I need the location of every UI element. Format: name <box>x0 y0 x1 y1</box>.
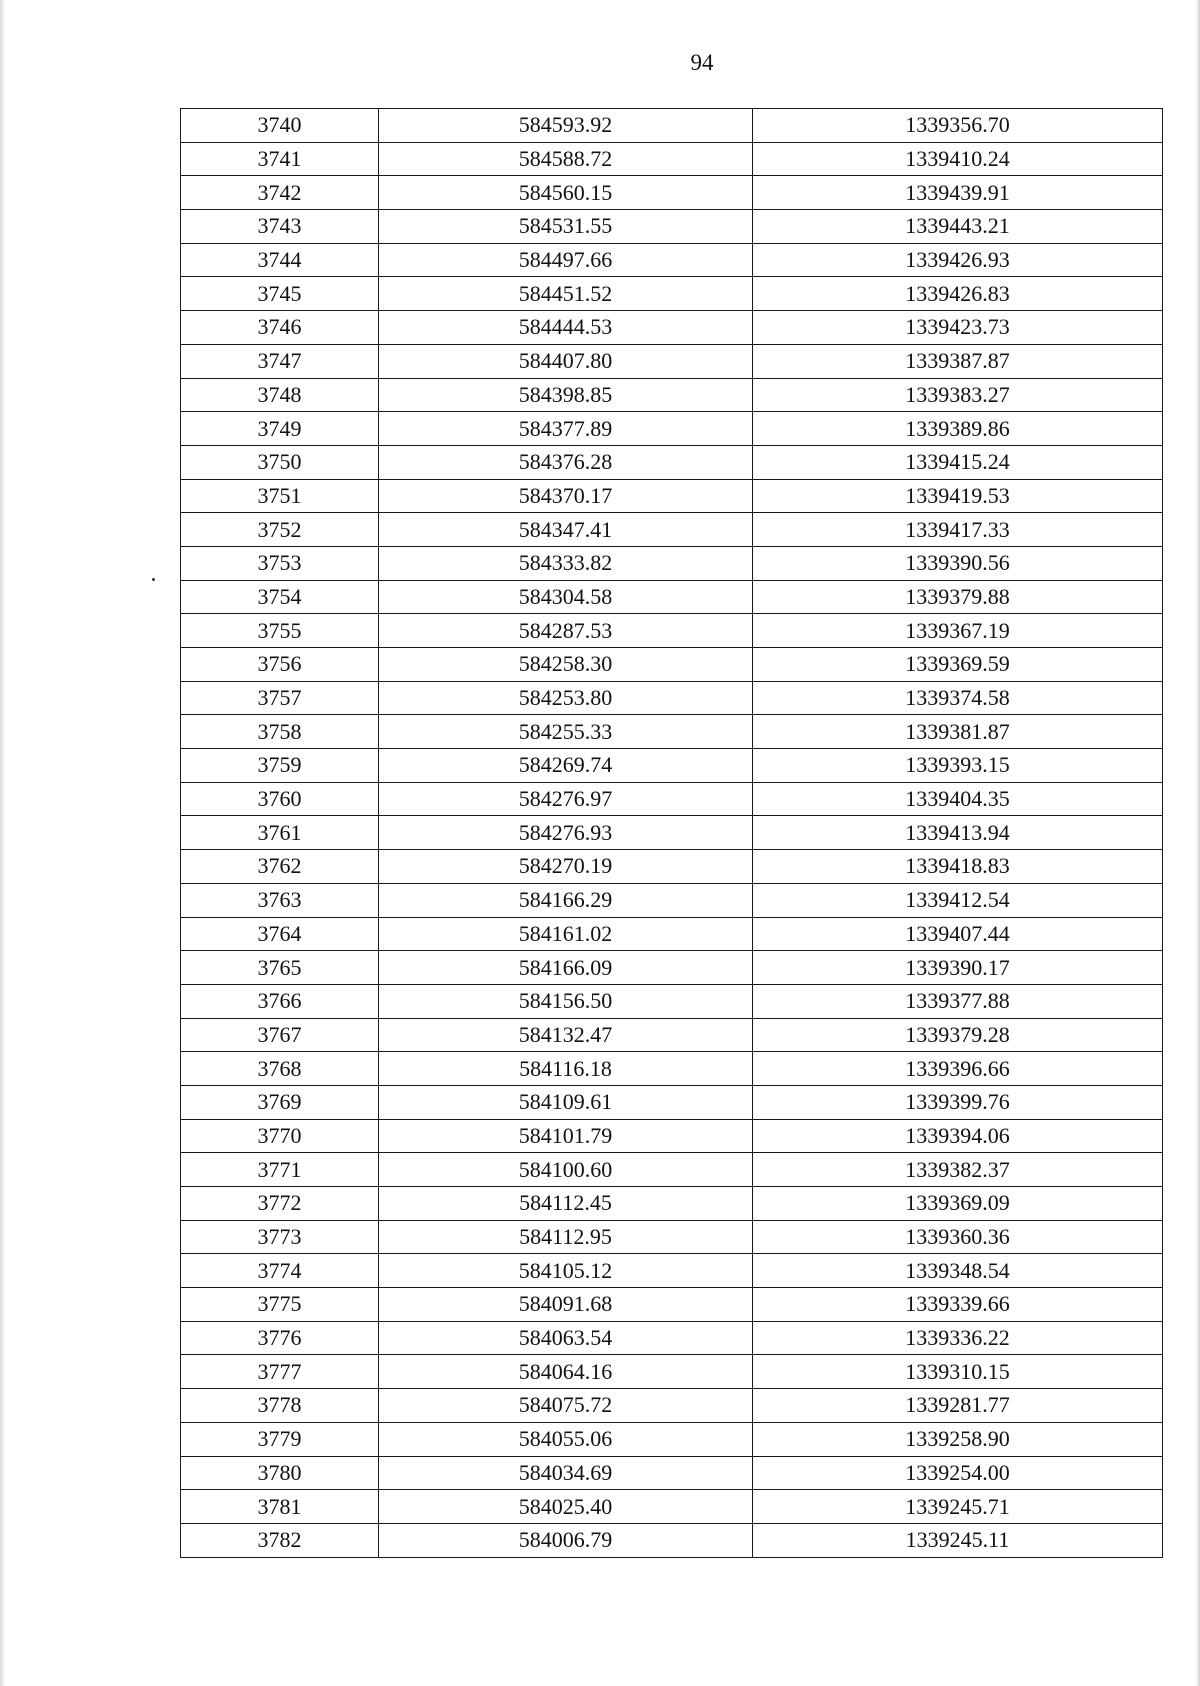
table-row <box>181 614 1163 648</box>
table-row <box>181 1355 1163 1389</box>
point-number-cell: 3758 <box>181 715 379 749</box>
point-number-cell: 3756 <box>181 648 379 682</box>
y-coordinate-cell: 1339381.87 <box>753 715 1163 749</box>
table-row <box>181 1085 1163 1119</box>
x-coordinate-cell: 584270.19 <box>379 850 753 884</box>
x-coordinate-cell: 584034.69 <box>379 1456 753 1490</box>
x-coordinate-cell: 584091.68 <box>379 1288 753 1322</box>
coordinates-table-body <box>181 109 1163 1558</box>
table-row <box>181 715 1163 749</box>
x-coordinate-cell: 584407.80 <box>379 344 753 378</box>
point-number-cell: 3764 <box>181 917 379 951</box>
x-coordinate-cell: 584112.95 <box>379 1220 753 1254</box>
table-row <box>181 311 1163 345</box>
x-coordinate-cell: 584161.02 <box>379 917 753 951</box>
point-number-cell: 3752 <box>181 513 379 547</box>
y-coordinate-cell: 1339443.21 <box>753 210 1163 244</box>
table-row <box>181 546 1163 580</box>
x-coordinate-cell: 584132.47 <box>379 1018 753 1052</box>
y-coordinate-cell: 1339367.19 <box>753 614 1163 648</box>
y-coordinate-cell: 1339426.83 <box>753 277 1163 311</box>
table-row <box>181 917 1163 951</box>
table-row <box>181 883 1163 917</box>
x-coordinate-cell: 584276.97 <box>379 782 753 816</box>
x-coordinate-cell: 584109.61 <box>379 1085 753 1119</box>
coordinates-table <box>180 108 1163 1558</box>
x-coordinate-cell: 584006.79 <box>379 1523 753 1557</box>
table-row <box>181 210 1163 244</box>
point-number-cell: 3742 <box>181 176 379 210</box>
y-coordinate-cell: 1339356.70 <box>753 109 1163 143</box>
point-number-cell: 3779 <box>181 1422 379 1456</box>
y-coordinate-cell: 1339390.56 <box>753 546 1163 580</box>
y-coordinate-cell: 1339423.73 <box>753 311 1163 345</box>
table-row <box>181 142 1163 176</box>
x-coordinate-cell: 584531.55 <box>379 210 753 244</box>
x-coordinate-cell: 584075.72 <box>379 1389 753 1423</box>
point-number-cell: 3777 <box>181 1355 379 1389</box>
x-coordinate-cell: 584063.54 <box>379 1321 753 1355</box>
table-row <box>181 1052 1163 1086</box>
point-number-cell: 3759 <box>181 749 379 783</box>
scan-left-edge <box>0 0 6 1686</box>
point-number-cell: 3743 <box>181 210 379 244</box>
x-coordinate-cell: 584444.53 <box>379 311 753 345</box>
x-coordinate-cell: 584560.15 <box>379 176 753 210</box>
x-coordinate-cell: 584497.66 <box>379 243 753 277</box>
y-coordinate-cell: 1339382.37 <box>753 1153 1163 1187</box>
y-coordinate-cell: 1339412.54 <box>753 883 1163 917</box>
table-row <box>181 243 1163 277</box>
y-coordinate-cell: 1339439.91 <box>753 176 1163 210</box>
table-row <box>181 344 1163 378</box>
x-coordinate-cell: 584347.41 <box>379 513 753 547</box>
table-row <box>181 1220 1163 1254</box>
table-row <box>181 412 1163 446</box>
table-row <box>181 681 1163 715</box>
table-row <box>181 1523 1163 1557</box>
point-number-cell: 3775 <box>181 1288 379 1322</box>
y-coordinate-cell: 1339394.06 <box>753 1119 1163 1153</box>
point-number-cell: 3766 <box>181 984 379 1018</box>
table-row <box>181 782 1163 816</box>
point-number-cell: 3778 <box>181 1389 379 1423</box>
table-row <box>181 109 1163 143</box>
point-number-cell: 3761 <box>181 816 379 850</box>
point-number-cell: 3772 <box>181 1187 379 1221</box>
point-number-cell: 3749 <box>181 412 379 446</box>
y-coordinate-cell: 1339379.88 <box>753 580 1163 614</box>
table-row <box>181 984 1163 1018</box>
y-coordinate-cell: 1339410.24 <box>753 142 1163 176</box>
x-coordinate-cell: 584064.16 <box>379 1355 753 1389</box>
point-number-cell: 3771 <box>181 1153 379 1187</box>
y-coordinate-cell: 1339374.58 <box>753 681 1163 715</box>
table-row <box>181 445 1163 479</box>
point-number-cell: 3767 <box>181 1018 379 1052</box>
y-coordinate-cell: 1339399.76 <box>753 1085 1163 1119</box>
y-coordinate-cell: 1339348.54 <box>753 1254 1163 1288</box>
point-number-cell: 3748 <box>181 378 379 412</box>
y-coordinate-cell: 1339245.11 <box>753 1523 1163 1557</box>
x-coordinate-cell: 584377.89 <box>379 412 753 446</box>
point-number-cell: 3770 <box>181 1119 379 1153</box>
y-coordinate-cell: 1339407.44 <box>753 917 1163 951</box>
point-number-cell: 3763 <box>181 883 379 917</box>
point-number-cell: 3762 <box>181 850 379 884</box>
table-row <box>181 1153 1163 1187</box>
x-coordinate-cell: 584025.40 <box>379 1490 753 1524</box>
x-coordinate-cell: 584156.50 <box>379 984 753 1018</box>
table-row <box>181 648 1163 682</box>
y-coordinate-cell: 1339390.17 <box>753 951 1163 985</box>
table-row <box>181 479 1163 513</box>
table-row <box>181 1321 1163 1355</box>
point-number-cell: 3745 <box>181 277 379 311</box>
x-coordinate-cell: 584370.17 <box>379 479 753 513</box>
point-number-cell: 3769 <box>181 1085 379 1119</box>
y-coordinate-cell: 1339404.35 <box>753 782 1163 816</box>
point-number-cell: 3754 <box>181 580 379 614</box>
table-row <box>181 176 1163 210</box>
y-coordinate-cell: 1339254.00 <box>753 1456 1163 1490</box>
table-row <box>181 1490 1163 1524</box>
x-coordinate-cell: 584116.18 <box>379 1052 753 1086</box>
point-number-cell: 3782 <box>181 1523 379 1557</box>
table-row <box>181 1456 1163 1490</box>
point-number-cell: 3780 <box>181 1456 379 1490</box>
scan-right-edge <box>1195 0 1200 1686</box>
x-coordinate-cell: 584304.58 <box>379 580 753 614</box>
x-coordinate-cell: 584101.79 <box>379 1119 753 1153</box>
y-coordinate-cell: 1339245.71 <box>753 1490 1163 1524</box>
y-coordinate-cell: 1339396.66 <box>753 1052 1163 1086</box>
x-coordinate-cell: 584258.30 <box>379 648 753 682</box>
x-coordinate-cell: 584269.74 <box>379 749 753 783</box>
y-coordinate-cell: 1339336.22 <box>753 1321 1163 1355</box>
table-row <box>181 749 1163 783</box>
y-coordinate-cell: 1339377.88 <box>753 984 1163 1018</box>
point-number-cell: 3741 <box>181 142 379 176</box>
table-row <box>181 951 1163 985</box>
table-row <box>181 1389 1163 1423</box>
x-coordinate-cell: 584451.52 <box>379 277 753 311</box>
point-number-cell: 3781 <box>181 1490 379 1524</box>
table-row <box>181 1422 1163 1456</box>
table-row <box>181 277 1163 311</box>
x-coordinate-cell: 584166.29 <box>379 883 753 917</box>
x-coordinate-cell: 584376.28 <box>379 445 753 479</box>
point-number-cell: 3755 <box>181 614 379 648</box>
x-coordinate-cell: 584055.06 <box>379 1422 753 1456</box>
x-coordinate-cell: 584100.60 <box>379 1153 753 1187</box>
point-number-cell: 3751 <box>181 479 379 513</box>
point-number-cell: 3760 <box>181 782 379 816</box>
point-number-cell: 3776 <box>181 1321 379 1355</box>
point-number-cell: 3746 <box>181 311 379 345</box>
point-number-cell: 3744 <box>181 243 379 277</box>
table-row <box>181 1187 1163 1221</box>
point-number-cell: 3768 <box>181 1052 379 1086</box>
y-coordinate-cell: 1339387.87 <box>753 344 1163 378</box>
y-coordinate-cell: 1339339.66 <box>753 1288 1163 1322</box>
x-coordinate-cell: 584333.82 <box>379 546 753 580</box>
y-coordinate-cell: 1339369.59 <box>753 648 1163 682</box>
page-number: 94 <box>690 50 714 75</box>
point-number-cell: 3740 <box>181 109 379 143</box>
x-coordinate-cell: 584588.72 <box>379 142 753 176</box>
point-number-cell: 3747 <box>181 344 379 378</box>
y-coordinate-cell: 1339360.36 <box>753 1220 1163 1254</box>
y-coordinate-cell: 1339415.24 <box>753 445 1163 479</box>
table-row <box>181 1254 1163 1288</box>
table-row <box>181 1018 1163 1052</box>
table-row <box>181 816 1163 850</box>
x-coordinate-cell: 584398.85 <box>379 378 753 412</box>
point-number-cell: 3774 <box>181 1254 379 1288</box>
x-coordinate-cell: 584112.45 <box>379 1187 753 1221</box>
point-number-cell: 3757 <box>181 681 379 715</box>
x-coordinate-cell: 584105.12 <box>379 1254 753 1288</box>
y-coordinate-cell: 1339426.93 <box>753 243 1163 277</box>
x-coordinate-cell: 584253.80 <box>379 681 753 715</box>
table-row <box>181 850 1163 884</box>
table-row <box>181 1119 1163 1153</box>
x-coordinate-cell: 584287.53 <box>379 614 753 648</box>
y-coordinate-cell: 1339417.33 <box>753 513 1163 547</box>
point-number-cell: 3773 <box>181 1220 379 1254</box>
point-number-cell: 3765 <box>181 951 379 985</box>
y-coordinate-cell: 1339281.77 <box>753 1389 1163 1423</box>
y-coordinate-cell: 1339310.15 <box>753 1355 1163 1389</box>
table-row <box>181 1288 1163 1322</box>
y-coordinate-cell: 1339393.15 <box>753 749 1163 783</box>
point-number-cell: 3750 <box>181 445 379 479</box>
table-row <box>181 378 1163 412</box>
x-coordinate-cell: 584255.33 <box>379 715 753 749</box>
table-row <box>181 580 1163 614</box>
scan-speck <box>152 578 155 581</box>
y-coordinate-cell: 1339258.90 <box>753 1422 1163 1456</box>
x-coordinate-cell: 584166.09 <box>379 951 753 985</box>
y-coordinate-cell: 1339379.28 <box>753 1018 1163 1052</box>
point-number-cell: 3753 <box>181 546 379 580</box>
y-coordinate-cell: 1339383.27 <box>753 378 1163 412</box>
y-coordinate-cell: 1339389.86 <box>753 412 1163 446</box>
y-coordinate-cell: 1339413.94 <box>753 816 1163 850</box>
table-row <box>181 513 1163 547</box>
y-coordinate-cell: 1339419.53 <box>753 479 1163 513</box>
x-coordinate-cell: 584593.92 <box>379 109 753 143</box>
y-coordinate-cell: 1339418.83 <box>753 850 1163 884</box>
y-coordinate-cell: 1339369.09 <box>753 1187 1163 1221</box>
x-coordinate-cell: 584276.93 <box>379 816 753 850</box>
